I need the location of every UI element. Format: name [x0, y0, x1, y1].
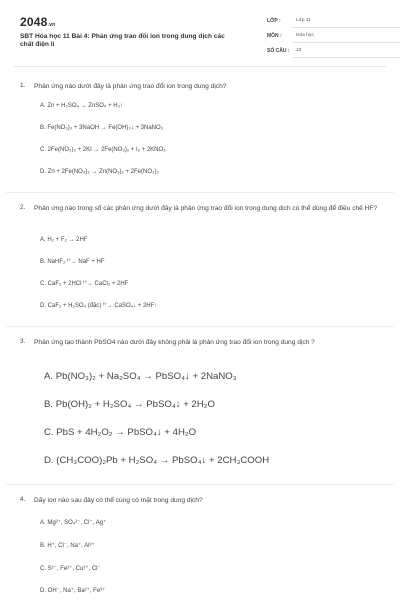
question-text: Phản ứng tạo thành PbSO4 nào dưới đây không phải là phản ứng trao đổi ion trong dung dịch ?	[34, 339, 315, 346]
question-divider	[6, 192, 394, 193]
option-3a[interactable]: A. Pb(NO₃)₂ + Na₂SO₄ → PbSO₄↓ + 2NaNO₃	[44, 371, 237, 382]
option-1b[interactable]: B. Fe(NO₃)₃ + 3NaOH → Fe(OH)₃↓ + 3NaNO₃	[40, 125, 164, 131]
option-1d[interactable]: D. Zn + 2Fe(NO₃)₃ → Zn(NO₃)₂ + 2Fe(NO₃)₂	[40, 169, 159, 175]
meta-row-count	[267, 46, 400, 61]
meta-value-count: 13	[296, 48, 302, 53]
document-meta	[267, 16, 400, 61]
option-4d[interactable]: D. OH⁻, Na⁺, Ba²⁺, Fe³⁺	[40, 588, 106, 594]
meta-label-grade: LỚP :	[267, 18, 281, 24]
site-logo[interactable]: 2048.vn	[20, 15, 56, 29]
meta-value-subject: Hóa học	[296, 33, 314, 38]
option-2a[interactable]: A. H₂ + F₂ → 2HF	[40, 237, 88, 243]
meta-underline	[292, 27, 400, 28]
question-text: Dãy ion nào sau đây có thể cùng có mặt trong dung dịch?	[34, 497, 203, 504]
question-number: 4.	[20, 496, 26, 503]
meta-underline	[292, 42, 400, 43]
document-header	[14, 0, 386, 67]
option-3b[interactable]: B. Pb(OH)₂ + H₂SO₄ → PbSO₄↓ + 2H₂O	[44, 399, 215, 410]
meta-label-subject: MÔN :	[267, 33, 282, 39]
option-2d[interactable]: D. CaF₂ + H₂SO₄ (đặc) ᵗ°→ CaSO₄↓ + 2HF↑	[40, 303, 158, 309]
question-divider	[6, 326, 394, 327]
option-1a[interactable]: A. Zn + H₂SO₄ → ZnSO₄ + H₂↑	[40, 103, 123, 109]
option-3d[interactable]: D. (CH₃COO)₂Pb + H₂SO₄ → PbSO₄↓ + 2CH₃COOH	[44, 455, 270, 466]
question-number: 1.	[20, 82, 26, 89]
option-3c[interactable]: C. PbS + 4H₂O₂ → PbSO₄↓ + 4H₂O	[44, 427, 197, 438]
document-title: SBT Hóa học 11 Bài 4: Phản ứng trao đổi ion trong dung dịch các chất điện li	[20, 33, 225, 49]
option-1c[interactable]: C. 2Fe(NO₃)₃ + 2KI → 2Fe(NO₃)₂ + I₂ + 2KNO₃	[40, 147, 166, 153]
option-4b[interactable]: B. H⁺, Cl⁻, Na⁺, Al³⁺	[40, 543, 95, 549]
meta-row-subject	[267, 31, 400, 46]
question-text: Phản ứng nào dưới đây là phản ứng trao đổi ion trong dung dịch?	[34, 83, 227, 90]
meta-value-grade: Lớp 11	[296, 18, 311, 23]
meta-row-grade	[267, 16, 400, 31]
option-4c[interactable]: C. S²⁻, Fe²⁺, Cu²⁺, Cl⁻	[40, 566, 101, 572]
meta-underline	[292, 57, 400, 58]
question-number: 2.	[20, 204, 26, 211]
question-divider	[6, 484, 394, 485]
option-2c[interactable]: C. CaF₂ + 2HCl ᵗ°→ CaCl₂ + 2HF	[40, 281, 129, 287]
option-2b[interactable]: B. NaHF₂ ᵗ°→ NaF + HF	[40, 259, 105, 265]
question-text: Phản ứng nào trong số các phản ứng dưới đây là phản ứng trao đổi ion trong dung dịch có thể dùng để điều chế HF?	[34, 205, 378, 212]
option-4a[interactable]: A. Mg²⁺, SO₄²⁻, Cl⁻, Ag⁺	[40, 520, 107, 526]
question-number: 3.	[20, 338, 26, 345]
meta-label-count: SỐ CÂU :	[267, 48, 290, 54]
